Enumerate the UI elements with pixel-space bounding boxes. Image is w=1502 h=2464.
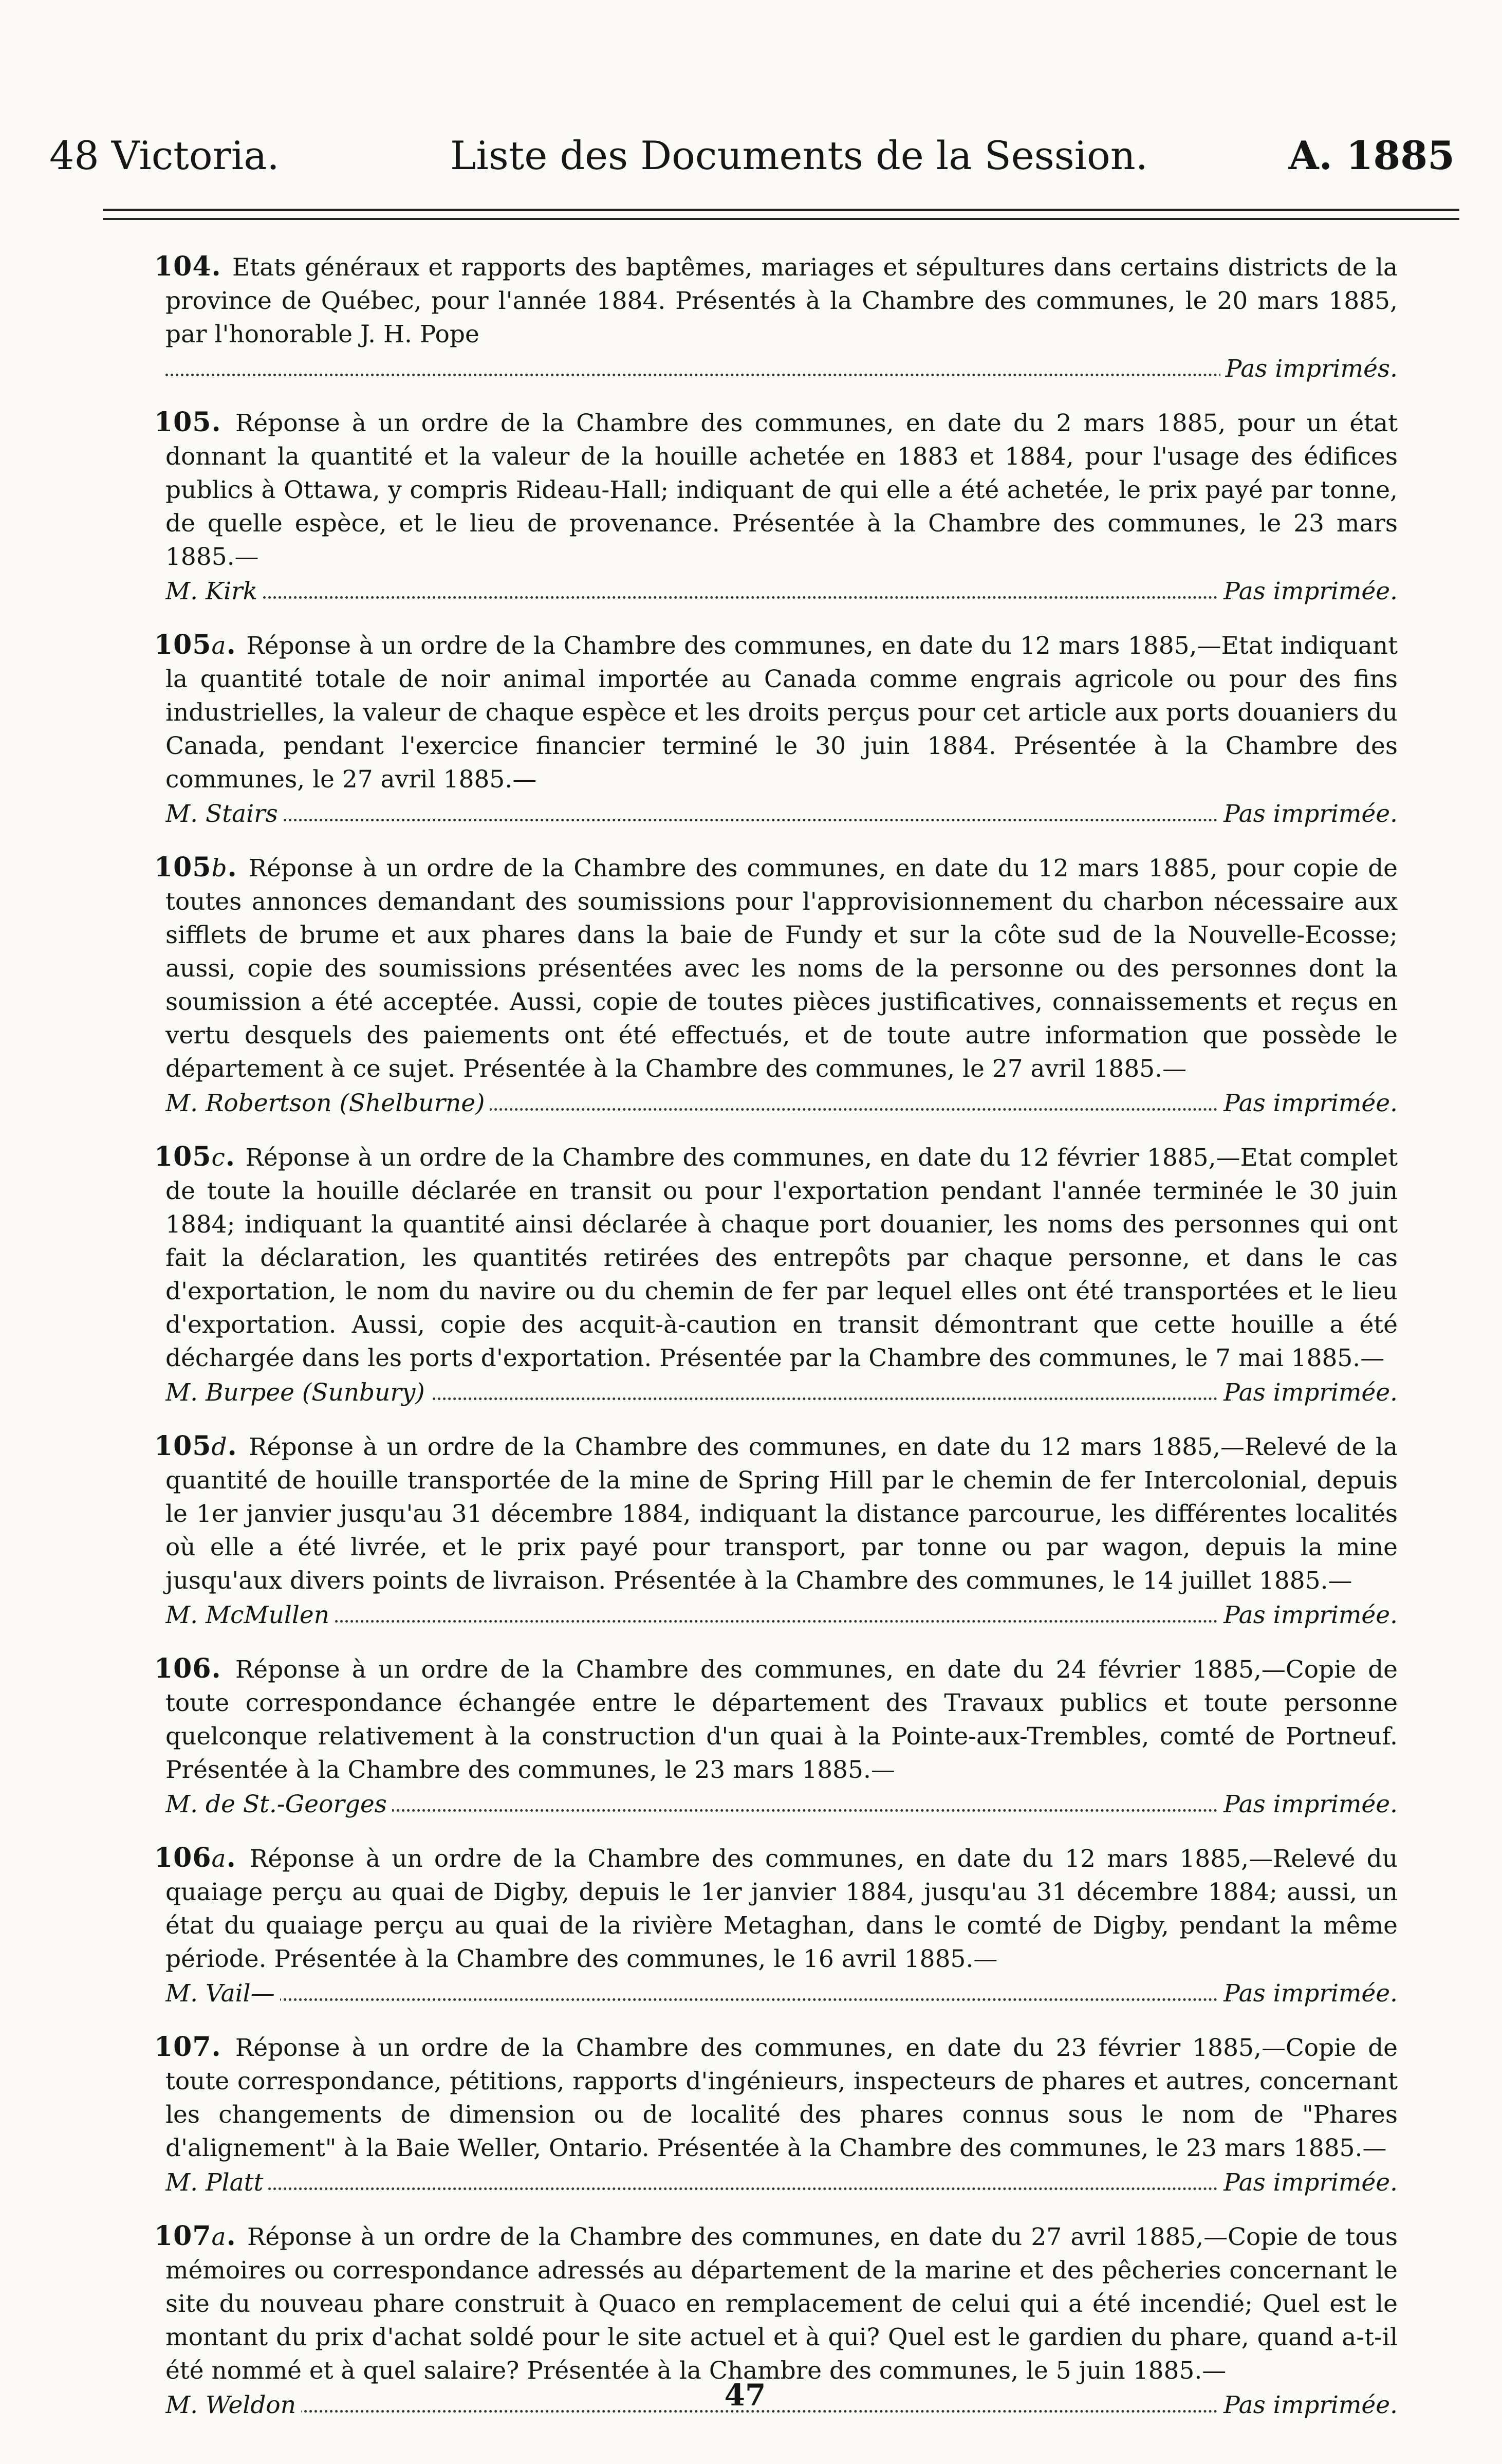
document-list <box>154 250 1398 2442</box>
entry-text: Réponse à un ordre de la Chambre des communes, en date du 24 février 1885,—Copie de toute correspondance échangée entre le département des Travaux publics et toute personne quelconque relativement à la construction d'un quai à la Pointe-aux-Trembles, comté de Portneuf. Présentée à la Chambre des communes, le 23 mars 1885.— <box>165 1656 1398 1784</box>
entry-leader-line <box>165 352 1398 386</box>
entry-text: Réponse à un ordre de la Chambre des communes, en date du 12 mars 1885, pour copie de toutes annonces demandant des soumissions pour l'approvisionnement du charbon nécessaire aux sifflets de brume et aux phares dans la baie de Fundy et sur la côte sud de la Nouvelle-Ecosse; aussi, copie des soumissions présentées avec les noms de la personne ou des personnes dont la soumission a été acceptée. Aussi, copie de toutes pièces justificatives, connaissements et reçus en vertu desquels des paiements ont été effectués, et de toute autre information que possède le département à ce sujet. Présentée à la Chambre des communes, le 27 avril 1885.— <box>165 854 1398 1083</box>
entry-number-digits: 105 <box>154 629 212 660</box>
entry-number-digits: 104 <box>154 251 212 282</box>
entry-number-digits: 105 <box>154 1430 212 1462</box>
entry-number: 107. <box>154 2031 235 2063</box>
entry-number-suffix: b <box>211 854 228 882</box>
document-entry <box>154 250 1398 386</box>
document-entry <box>154 851 1398 1120</box>
document-entry <box>154 1429 1398 1632</box>
entry-leader-line <box>165 575 1398 609</box>
entry-mover: M. McMullen <box>165 1598 335 1632</box>
dot-leader <box>165 2410 1398 2413</box>
entry-number-digits: 107 <box>154 2220 212 2252</box>
entry-status: Pas imprimée. <box>1218 1788 1398 1821</box>
running-header <box>49 133 1455 179</box>
dot-leader <box>165 1620 1398 1623</box>
dot-leader <box>165 374 1398 376</box>
dot-leader <box>165 596 1398 599</box>
dot-leader <box>165 819 1398 821</box>
entry-mover: M. de St.-Georges <box>165 1788 392 1821</box>
entry-number-digits: 105 <box>154 407 212 438</box>
entry-mover: M. Stairs <box>165 797 283 831</box>
entry-number-digits: 107 <box>154 2031 212 2063</box>
entry-number: 105. <box>154 407 235 438</box>
entry-text: Réponse à un ordre de la Chambre des communes, en date du 12 mars 1885,—Relevé de la quantité de houille transportée de la mine de Spring Hill par le chemin de fer Intercolonial, depuis le 1er janvier jusqu'au 31 décembre 1884, indiquant la distance parcourue, les différentes localités où elle a été livrée, et le prix payé pour transport, par tonne ou par wagon, depuis la mine jusqu'aux divers points de livraison. Présentée à la Chambre des communes, le 14 juillet 1885.— <box>165 1433 1398 1595</box>
entry-number: 107a. <box>154 2220 247 2252</box>
entry-text: Réponse à un ordre de la Chambre des communes, en date du 27 avril 1885,—Copie de tous mémoires ou correspondance adressés au département de la marine et des pêcheries concernant le site du nouveau phare construit à Quaco en remplacement de celui qui a été incendié; Quel est le montant du prix d'achat soldé pour le site actuel et à qui? Quel est le gardien du phare, quand a-t-il été nommé et à quel salaire? Présentée à la Chambre des communes, le 5 juin 1885.— <box>165 2223 1398 2385</box>
document-entry <box>154 1652 1398 1822</box>
entry-number: 105c. <box>154 1141 246 1172</box>
entry-number: 106. <box>154 1653 235 1684</box>
entry-number-digits: 105 <box>154 852 212 883</box>
entry-number: 105b. <box>154 852 249 883</box>
entry-number: 104. <box>154 251 232 282</box>
entry-mover: M. Burpee (Sunbury) <box>165 1376 430 1409</box>
entry-status: Pas imprimée. <box>1218 2388 1398 2422</box>
entry-number: 106a. <box>154 1842 250 1873</box>
header-rule-bottom <box>103 218 1459 220</box>
entry-number-suffix: d <box>211 1433 228 1461</box>
entry-leader-line <box>165 1598 1398 1632</box>
entry-status: Pas imprimée. <box>1218 1087 1398 1120</box>
header-title: Liste des Documents de la Session. <box>450 133 1148 178</box>
page-number: 47 <box>724 2378 766 2413</box>
header-session: 48 Victoria. <box>49 133 280 178</box>
entry-number-digits: 106 <box>154 1842 212 1873</box>
header-year: A. 1885 <box>1288 133 1455 178</box>
entry-number-suffix: c <box>211 1144 226 1172</box>
entry-number: 105a. <box>154 629 247 660</box>
entry-number-suffix: a <box>211 2223 227 2251</box>
document-entry <box>154 1140 1398 1410</box>
entry-number-suffix: a <box>211 632 227 660</box>
entry-status: Pas imprimée. <box>1218 1598 1398 1632</box>
entry-status: Pas imprimée. <box>1218 1977 1398 2010</box>
entry-text: Réponse à un ordre de la Chambre des communes, en date du 23 février 1885,—Copie de toute correspondance, pétitions, rapports d'ingénieurs, inspecteurs de phares et autres, concernant les changements de dimension ou de localité des phares connus sous le nom de "Phares d'alignement" à la Baie Weller, Ontario. Présentée à la Chambre des communes, le 23 mars 1885.— <box>165 2034 1398 2162</box>
entry-number-digits: 105 <box>154 1141 212 1172</box>
entry-number: 105d. <box>154 1430 249 1462</box>
entry-status: Pas imprimée. <box>1218 575 1398 608</box>
entry-mover: M. Robertson (Shelburne) <box>165 1087 490 1120</box>
document-entry <box>154 1841 1398 2011</box>
entry-leader-line <box>165 1977 1398 2011</box>
entry-status: Pas imprimée. <box>1218 1376 1398 1409</box>
entry-mover: M. Weldon <box>165 2388 301 2422</box>
entry-text: Réponse à un ordre de la Chambre des communes, en date du 12 février 1885,—Etat complet de toute la houille déclarée en transit ou pour l'exportation pendant l'année terminée le 30 juin 1884; indiquant la quantité ainsi déclarée à chaque port douanier, les noms des personnes qui ont fait la déclaration, les quantités retirées des entrepôts par chaque personne, et dans le cas d'exportation, le nom du navire ou du chemin de fer par lequel elles ont été transportées et le lieu d'exportation. Aussi, copie des acquit-à-caution en transit démontrant que cette houille a été déchargée dans les ports d'exportation. Présentée par la Chambre des communes, le 7 mai 1885.— <box>165 1144 1398 1372</box>
entry-mover: M. Vail— <box>165 1977 280 2010</box>
entry-text: Réponse à un ordre de la Chambre des communes, en date du 12 mars 1885,—Relevé du quaiage perçu au quai de Digby, depuis le 1er janvier 1884, jusqu'au 31 décembre 1884; aussi, un état du quaiage perçu au quai de la rivière Metaghan, dans le comté de Digby, pendant la même période. Présentée à la Chambre des communes, le 16 avril 1885.— <box>165 1845 1398 1973</box>
entry-status: Pas imprimée. <box>1218 797 1398 831</box>
entry-text: Réponse à un ordre de la Chambre des communes, en date du 12 mars 1885,—Etat indiquant la quantité totale de noir animal importée au Canada comme engrais agricole ou pour des fins industrielles, la valeur de chaque espèce et les droits perçus pour cet article aux ports douaniers du Canada, pendant l'exercice financier terminé le 30 juin 1884. Présentée à la Chambre des communes, le 27 avril 1885.— <box>165 632 1398 794</box>
entry-leader-line <box>165 2166 1398 2200</box>
document-entry <box>154 2030 1398 2200</box>
entry-leader-line <box>165 1087 1398 1120</box>
entry-text: Etats généraux et rapports des baptêmes, mariages et sépultures dans certains districts de la province de Québec, pour l'année 1884. Présentés à la Chambre des communes, le 20 mars 1885, par l'honorable J. H. Pope <box>165 253 1398 348</box>
entry-status: Pas imprimés. <box>1220 352 1398 385</box>
dot-leader <box>165 1998 1398 2001</box>
entry-leader-line <box>165 1788 1398 1822</box>
entry-mover: M. Platt <box>165 2166 268 2199</box>
entry-status: Pas imprimée. <box>1218 2166 1398 2199</box>
document-entry <box>154 628 1398 831</box>
entry-number-suffix: a <box>211 1845 227 1873</box>
entry-mover: M. Kirk <box>165 575 263 608</box>
header-rule-top <box>103 209 1459 211</box>
entry-leader-line <box>165 797 1398 831</box>
entry-leader-line <box>165 1376 1398 1410</box>
entry-number-digits: 106 <box>154 1653 212 1684</box>
dot-leader <box>165 2187 1398 2190</box>
document-entry <box>154 406 1398 609</box>
entry-text: Réponse à un ordre de la Chambre des communes, en date du 2 mars 1885, pour un état donnant la quantité et la valeur de la houille achetée en 1883 et 1884, pour l'usage des édifices publics à Ottawa, y compris Rideau-Hall; indiquant de qui elle a été achetée, le prix payé par tonne, de quelle espèce, et le lieu de provenance. Présentée à la Chambre des communes, le 23 mars 1885.— <box>165 409 1398 571</box>
